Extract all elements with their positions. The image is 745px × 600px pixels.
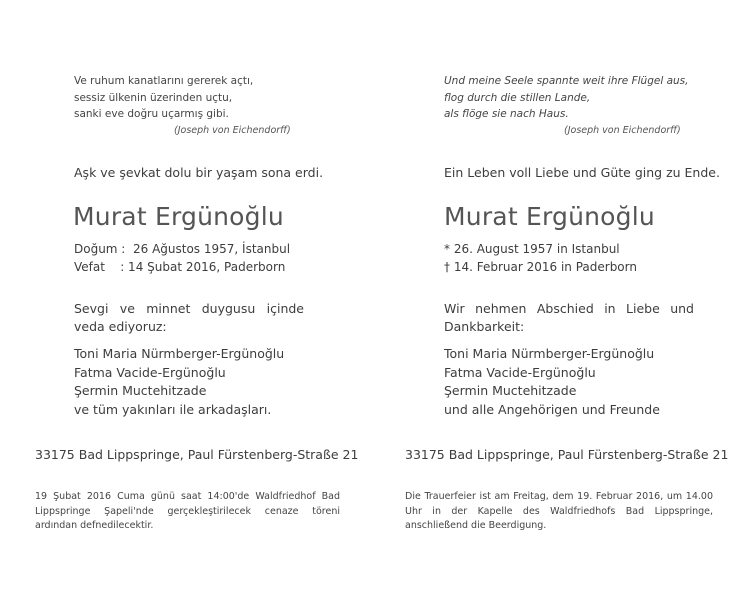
- german-dates: [444, 240, 637, 276]
- turkish-farewell: Sevgi ve minnet duygusu içinde veda ediyoruz:: [74, 301, 304, 334]
- mourner: Şermin Muctehitzade: [74, 383, 207, 398]
- poem-author: (Joseph von Eichendorff): [564, 124, 681, 136]
- german-farewell: Wir nehmen Abschied in Liebe und Dankbarkeit:: [444, 301, 694, 334]
- poem-line: als flöge sie nach Haus.: [444, 108, 569, 120]
- poem-line: flog durch die stillen Lande,: [444, 91, 591, 104]
- poem-line: Ve ruhum kanatlarını gererek açtı,: [74, 75, 254, 87]
- poem-line: sanki eve doğru uçarmış gibi.: [74, 108, 229, 120]
- poem-line: sessiz ülkenin üzerinden uçtu,: [74, 91, 233, 104]
- german-intro: Ein Leben voll Liebe und Güte ging zu Ende.: [444, 165, 720, 180]
- mourner: Toni Maria Nürmberger-Ergünoğlu: [444, 346, 655, 361]
- turkish-mourners: [74, 345, 284, 419]
- mourner: Fatma Vacide-Ergünoğlu: [444, 364, 596, 380]
- german-address: 33175 Bad Lippspringe, Paul Fürstenberg-Straße 21: [405, 447, 729, 462]
- german-poem: [444, 73, 714, 139]
- mourner: Şermin Muctehitzade: [444, 383, 577, 398]
- mourner: Toni Maria Nürmberger-Ergünoğlu: [74, 346, 285, 361]
- mourner: ve tüm yakınları ile arkadaşları.: [74, 401, 272, 417]
- mourner: und alle Angehörigen und Freunde: [444, 401, 660, 417]
- death-line: † 14. Februar 2016 in Paderborn: [444, 260, 637, 274]
- birth-line: Doğum : 26 Ağustos 1957, İstanbul: [74, 242, 291, 256]
- german-funeral-info: Die Trauerfeier ist am Freitag, dem 19. Februar 2016, um 14.00 Uhr in der Kapelle des Waldfriedhofs Bad Lippspringe, anschließend die Beerdigung.: [405, 491, 713, 531]
- turkish-poem: [74, 73, 334, 139]
- death-line: Vefat : 14 Şubat 2016, Paderborn: [74, 260, 286, 274]
- turkish-intro: Aşk ve şevkat dolu bir yaşam sona erdi.: [74, 165, 324, 180]
- turkish-address: 33175 Bad Lippspringe, Paul Fürstenberg-Straße 21: [35, 447, 359, 462]
- turkish-dates: [74, 240, 290, 276]
- deceased-name: Murat Ergünoğlu: [73, 202, 284, 231]
- deceased-name: Murat Ergünoğlu: [444, 202, 655, 231]
- poem-author: (Joseph von Eichendorff): [174, 124, 291, 136]
- german-mourners: [444, 345, 660, 419]
- birth-line: * 26. August 1957 in Istanbul: [444, 242, 620, 256]
- mourner: Fatma Vacide-Ergünoğlu: [74, 364, 226, 380]
- turkish-funeral-info: 19 Şubat 2016 Cuma günü saat 14:00'de Waldfriedhof Bad Lippspringe Şapeli'nde gerçekleştirilecek cenaze töreni ardından defnedilecektir.: [35, 491, 340, 531]
- poem-line: Und meine Seele spannte weit ihre Flügel aus,: [444, 75, 689, 87]
